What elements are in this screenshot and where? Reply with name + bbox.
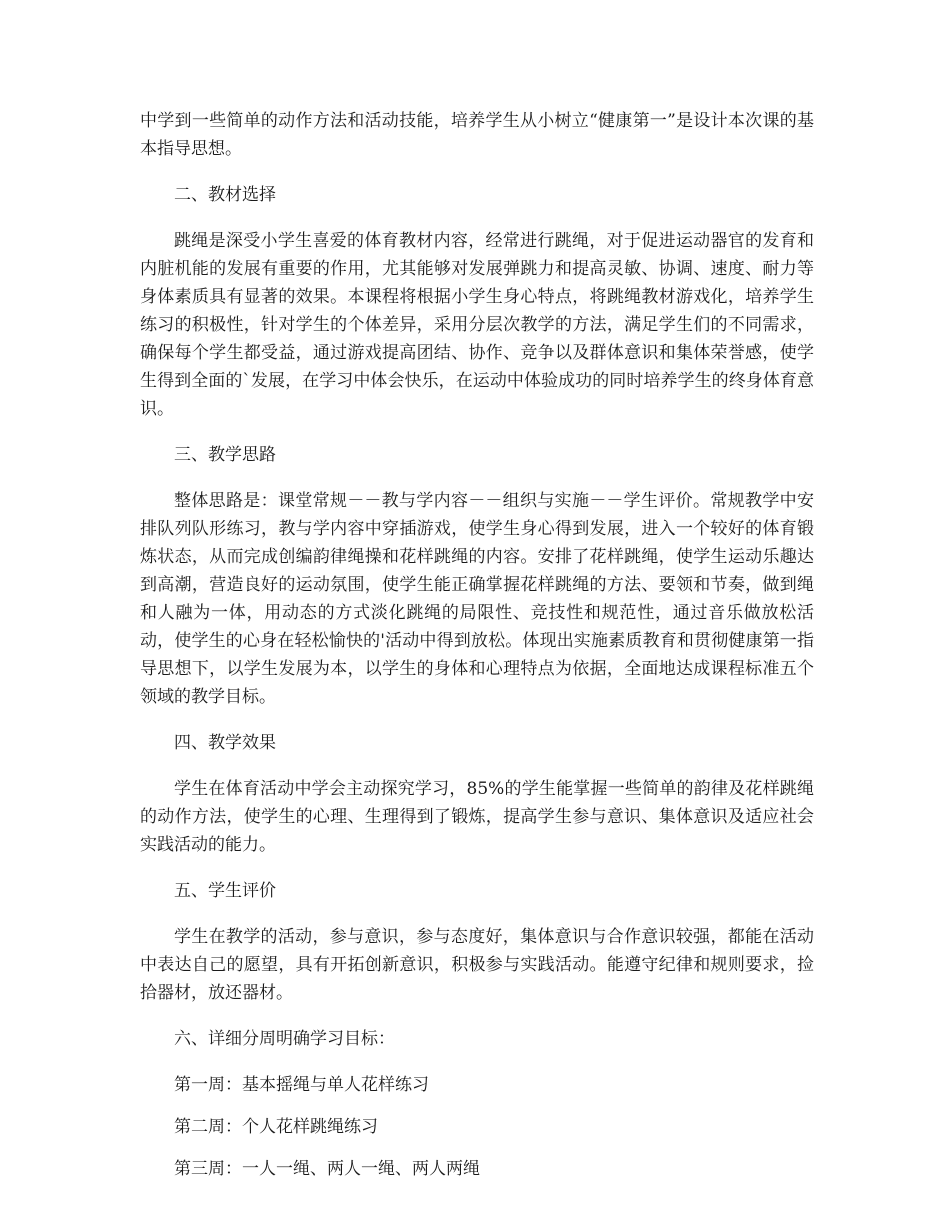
section-body-teaching-effect: 学生在体育活动中学会主动探究学习，85%的学生能掌握一些简单的韵律及花样跳绳的动作方法，使学生的心理、生理得到了锻炼，提高学生参与意识、集体意识及适应社会实践活动的能力。 [140,779,814,855]
section-heading-teaching-effect: 四、教学效果 [174,733,276,753]
week-goal-item: 第三周：一人一绳、两人一绳、两人两绳 [174,1159,480,1179]
week-goal-item: 第二周：个人花样跳绳练习 [174,1117,378,1137]
section-body-teaching-approach: 整体思路是：课堂常规－－教与学内容－－组织与实施－－学生评价。常规教学中安排队列队形练习，教与学内容中穿插游戏，使学生身心得到发展，进入一个较好的体育锻炼状态，从而完成创编韵律绳操和花样跳绳的内容。安排了花样跳绳，使学生运动乐趣达到高潮，营造良好的运动氛围，使学生能正确掌握花样跳绳的方法、要领和节奏，做到绳和人融为一体，用动态的方式淡化跳绳的局限性、竞技性和规范性，通过音乐做放松活动，使学生的心身在轻松愉快的'活动中得到放松。体现出实施素质教育和贯彻健康第一指导思想下，以学生发展为本，以学生的身体和心理特点为依据，全面地达成课程标准五个领域的教学目标。 [140,491,814,707]
section-body-materials: 跳绳是深受小学生喜爱的体育教材内容，经常进行跳绳，对于促进运动器官的发育和内脏机能的发展有重要的作用，尤其能够对发展弹跳力和提高灵敏、协调、速度、耐力等身体素质具有显著的效果。本课程将根据小学生身心特点，将跳绳教材游戏化，培养学生练习的积极性，针对学生的个体差异，采用分层次教学的方法，满足学生们的不同需求，确保每个学生都受益，通过游戏提高团结、协作、竞争以及群体意识和集体荣誉感，使学生得到全面的`发展，在学习中体会快乐，在运动中体验成功的同时培养学生的终身体育意识。 [140,231,814,419]
section-heading-materials: 二、教材选择 [174,185,276,205]
week-goal-item: 第一周：基本摇绳与单人花样练习 [174,1075,429,1095]
section-body-student-evaluation: 学生在教学的活动，参与意识，参与态度好，集体意识与合作意识较强，都能在活动中表达自己的愿望，具有开拓创新意识，积极参与实践活动。能遵守纪律和规则要求，捡拾器材，放还器材。 [140,927,814,1003]
section-heading-student-evaluation: 五、学生评价 [174,881,276,901]
intro-continuation: 中学到一些简单的动作方法和活动技能，培养学生从小树立“健康第一”是设计本次课的基本指导思想。 [140,111,814,159]
document-body [140,107,814,1197]
section-heading-teaching-approach: 三、教学思路 [174,445,276,465]
section-heading-weekly-goals: 六、详细分周明确学习目标： [174,1029,395,1049]
